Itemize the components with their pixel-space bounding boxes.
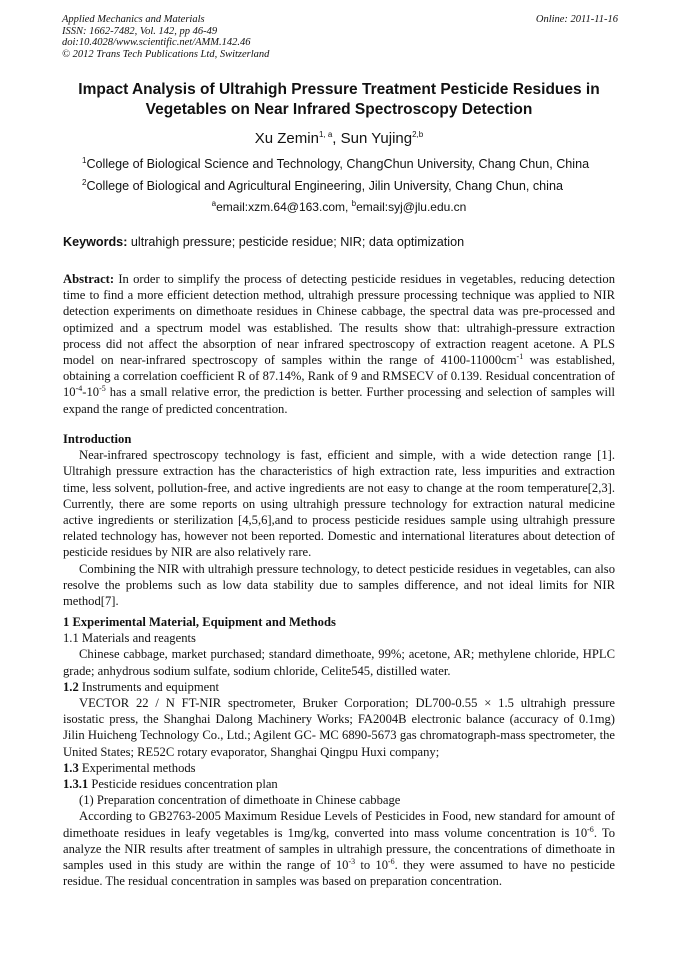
author-separator: , (332, 130, 341, 147)
author-line (0, 130, 678, 147)
online-date: Online: 2011-11-16 (535, 14, 618, 25)
affiliation-2 (82, 179, 563, 193)
concentration-text-b: . To analyze the NIR results after treatment of samples in ultrahigh pressure, the concentrations of dimethoate in samples used in this study are within the range of 10 (63, 825, 615, 873)
email-b[interactable]: email:syj@jlu.edu.cn (356, 200, 467, 214)
paper-title: Impact Analysis of Ultrahigh Pressure Treatment Pesticide Residues in Vegetables on Near Infrared Spectroscopy Detection (78, 81, 600, 118)
concentration-text-a: According to GB2763-2005 Maximum Residue Levels of Pesticides in Food, new standard for amount of dimethoate residues in leafy vegetables is 1mg/kg, converted into mass volume concentration is 10 (63, 809, 615, 840)
subsection-1-3-1-heading (63, 776, 615, 792)
concentration-sup-c: -6 (388, 856, 395, 866)
issn-line: ISSN: 1662-7482, Vol. 142, pp 46-49 (62, 25, 218, 37)
abstract-sup-1: -1 (516, 351, 524, 361)
abstract-text-1: In order to simplify the process of detecting pesticide residues in vegetables, reducing detection time to find a more efficient detection method, ultrahigh pressure processing technique was applied to NIR detection experiments on dimethoate residues in Chinese cabbage, the spectral data was pre-processed and optimized and a spectrum model was established. The results show that: ultrahigh-pressure extraction process did not affect the absorption of near infrared spectroscopy of extraction reagent acetone. A PLS model on near-infrared spectroscopy of samples within the range of 4100-11000cm (63, 272, 615, 368)
subsection-1-2-title: Instruments and equipment (78, 679, 220, 694)
abstract-sup-3: -5 (99, 384, 106, 394)
list-item-1: (1) Preparation concentration of dimethoate in Chinese cabbage (79, 793, 401, 808)
subsection-1-1-heading: 1.1 Materials and reagents (63, 631, 196, 646)
introduction-paragraph-2: Combining the NIR with ultrahigh pressure technology, to detect pesticide residues in vegetables, can also resolve the problems such as low data stability due to samples difference, and not ideal limits for NIR method[7]. (63, 561, 615, 609)
affiliation-2-text: College of Biological and Agricultural Engineering, Jilin University, Chang Chun, china (86, 179, 563, 193)
subsection-1-3-1-title: Pesticide residues concentration plan (88, 777, 278, 792)
subsection-1-2-heading (63, 679, 615, 695)
concentration-text-c: to 10 (355, 858, 388, 873)
abstract-label: Abstract: (63, 272, 115, 286)
introduction-section (63, 431, 615, 609)
section-1 (63, 614, 615, 889)
abstract-sup-2: -4 (75, 384, 83, 394)
keywords-text: ultrahigh pressure; pesticide residue; NIR; data optimization (127, 235, 465, 249)
email-b-sup: b (351, 199, 357, 208)
affiliation-1-text: College of Biological Science and Technology, ChangChun University, Chang Chun, China (86, 157, 590, 171)
subsection-1-1-text: Chinese cabbage, market purchased; standard dimethoate, 99%; acetone, AR; methylene chloride, HPLC grade; anhydrous sodium sulfate, sodium chloride, Celite545, distilled water. (63, 647, 615, 678)
subsection-1-2-text: VECTOR 22 / N FT-NIR spectrometer, Bruker Corporation; DL700-0.55 × 1.5 ultrahigh pressure isostatic press, the Shanghai Dalong Machinery Works; FA2004B electronic balance (accuracy of 0.1mg) Jilin Huicheng Technology Co., Ltd.; Agilent GC- MC 6890-5673 gas chromatograph-mass spectrometer, the United States; RE52C rotary evaporator, Shanghai Qingpu Huxi company; (63, 696, 615, 759)
concentration-paragraph (63, 808, 615, 889)
subsection-1-3-1-number: 1.3.1 (63, 777, 89, 792)
email-a[interactable]: email:xzm.64@163.com, (216, 200, 352, 214)
abstract-text-2: was established, obtaining a correlation coefficient R of 87.14%, Rank of 9 and RMSECV of 0.139. Residual concentration of 10 (63, 353, 615, 400)
subsection-1-2-number: 1.2 (63, 679, 79, 694)
journal-name: Applied Mechanics and Materials (62, 14, 205, 25)
email-line (0, 200, 678, 214)
keywords-label: Keywords: (63, 235, 128, 249)
doi-line: doi:10.4028/www.scientific.net/AMM.142.46 (62, 37, 251, 48)
abstract-text-3: has a small relative error, the prediction is better. Further processing and selection of samples will expand the range of predicted concentration. (63, 385, 615, 416)
subsection-1-3-number: 1.3 (63, 760, 79, 775)
copyright-line: © 2012 Trans Tech Publications Ltd, Switzerland (62, 48, 270, 60)
concentration-sup-b: -3 (348, 856, 356, 866)
affiliation-1-sup: 1 (82, 155, 87, 165)
section-1-heading: 1 Experimental Material, Equipment and Methods (63, 615, 336, 629)
author-2-sup: 2,b (412, 130, 424, 139)
journal-header (62, 14, 618, 60)
affiliation-1 (82, 157, 589, 171)
subsection-1-3-title: Experimental methods (78, 760, 196, 775)
subsection-1-3-heading (63, 760, 615, 776)
introduction-paragraph-1: Near-infrared spectroscopy technology is fast, efficient and simple, with a wide detection range [1]. Ultrahigh pressure extraction has the characteristics of high extraction rate, less impurities and extraction time, less solvent, pollution-free, and active ingredients are not easy to change at the room temperature[2,3]. Currently, there are some reports on using ultrahigh pressure technology for extraction natural medicine active ingredients or sterilization [4,5,6],and to process pesticide residues sample using ultrahigh pressure related technology has, however not been reported. Domestic and international literatures about detection of pesticide residues by NIR are also relatively rare. (63, 448, 615, 560)
concentration-sup-a: -6 (587, 824, 594, 834)
author-2: Sun Yujing (340, 130, 413, 147)
affiliation-2-sup: 2 (82, 177, 87, 187)
author-1: Xu Zemin (254, 130, 319, 147)
abstract (63, 271, 615, 417)
author-1-sup: 1, a (318, 130, 333, 139)
keywords (63, 235, 464, 249)
introduction-heading: Introduction (63, 432, 132, 446)
email-a-sup: a (211, 199, 217, 208)
abstract-text-mid: -10 (82, 385, 100, 400)
concentration-text-d: . they were assumed to have no pesticide residue. The residual concentration in samples was based on preparation concentration. (63, 858, 616, 889)
